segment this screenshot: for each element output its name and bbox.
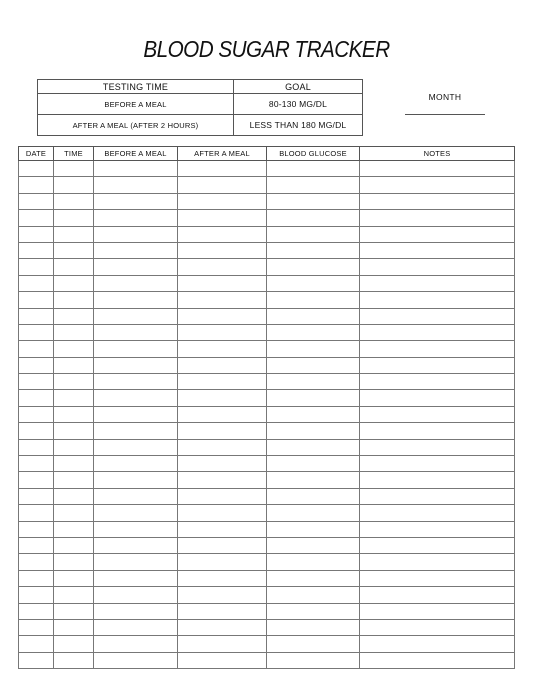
blood-glucose-cell[interactable] [267,472,360,488]
date-cell[interactable] [19,259,54,275]
before-meal-cell[interactable] [94,324,178,340]
table-row [19,242,515,258]
blood-glucose-cell[interactable] [267,374,360,390]
before-meal-cell[interactable] [94,603,178,619]
date-cell[interactable] [19,439,54,455]
date-cell[interactable] [19,619,54,635]
column-header-date: DATE [19,147,54,161]
time-cell[interactable] [54,456,94,472]
time-cell[interactable] [54,226,94,242]
goal-header: GOAL [234,80,363,94]
before-meal-cell[interactable] [94,275,178,291]
notes-cell[interactable] [360,210,515,226]
table-row [19,652,515,668]
blood-glucose-cell[interactable] [267,505,360,521]
notes-cell[interactable] [360,636,515,652]
blood-glucose-cell[interactable] [267,177,360,193]
time-cell[interactable] [54,587,94,603]
notes-cell[interactable] [360,193,515,209]
blood-glucose-cell[interactable] [267,439,360,455]
after-meal-cell[interactable] [178,521,267,537]
date-cell[interactable] [19,587,54,603]
notes-cell[interactable] [360,341,515,357]
table-row [19,636,515,652]
blood-glucose-cell[interactable] [267,390,360,406]
date-cell[interactable] [19,554,54,570]
blood-glucose-cell[interactable] [267,554,360,570]
date-cell[interactable] [19,521,54,537]
notes-cell[interactable] [360,177,515,193]
time-cell[interactable] [54,374,94,390]
table-row [19,275,515,291]
after-meal-cell[interactable] [178,374,267,390]
blood-glucose-cell[interactable] [267,652,360,668]
blood-glucose-cell[interactable] [267,226,360,242]
notes-cell[interactable] [360,472,515,488]
after-meal-cell[interactable] [178,456,267,472]
before-meal-cell[interactable] [94,177,178,193]
date-cell[interactable] [19,636,54,652]
goal-row-after-meal [38,115,363,136]
notes-cell[interactable] [360,456,515,472]
date-cell[interactable] [19,374,54,390]
testing-time-cell: BEFORE A MEAL [38,94,234,115]
table-row [19,423,515,439]
column-header-before-meal: BEFORE A MEAL [94,147,178,161]
time-cell[interactable] [54,570,94,586]
table-row [19,308,515,324]
blood-glucose-cell[interactable] [267,242,360,258]
log-table-body [19,161,515,669]
after-meal-cell[interactable] [178,341,267,357]
time-cell[interactable] [54,423,94,439]
before-meal-cell[interactable] [94,259,178,275]
notes-cell[interactable] [360,488,515,504]
date-cell[interactable] [19,324,54,340]
after-meal-cell[interactable] [178,619,267,635]
date-cell[interactable] [19,570,54,586]
notes-cell[interactable] [360,259,515,275]
time-cell[interactable] [54,324,94,340]
notes-cell[interactable] [360,374,515,390]
table-row [19,439,515,455]
time-cell[interactable] [54,652,94,668]
before-meal-cell[interactable] [94,636,178,652]
time-cell[interactable] [54,636,94,652]
date-cell[interactable] [19,456,54,472]
before-meal-cell[interactable] [94,521,178,537]
after-meal-cell[interactable] [178,275,267,291]
table-row [19,603,515,619]
notes-cell[interactable] [360,554,515,570]
notes-cell[interactable] [360,390,515,406]
time-cell[interactable] [54,357,94,373]
before-meal-cell[interactable] [94,456,178,472]
table-row [19,406,515,422]
table-row [19,357,515,373]
blood-glucose-cell[interactable] [267,259,360,275]
after-meal-cell[interactable] [178,210,267,226]
before-meal-cell[interactable] [94,537,178,553]
before-meal-cell[interactable] [94,587,178,603]
table-row [19,587,515,603]
before-meal-cell[interactable] [94,193,178,209]
blood-glucose-cell[interactable] [267,341,360,357]
blood-glucose-cell[interactable] [267,357,360,373]
notes-cell[interactable] [360,505,515,521]
before-meal-cell[interactable] [94,341,178,357]
before-meal-cell[interactable] [94,406,178,422]
before-meal-cell[interactable] [94,161,178,177]
goal-cell: LESS THAN 180 MG/DL [234,115,363,136]
testing-time-header: TESTING TIME [38,80,234,94]
after-meal-cell[interactable] [178,488,267,504]
time-cell[interactable] [54,439,94,455]
after-meal-cell[interactable] [178,439,267,455]
month-field[interactable] [405,114,485,115]
time-cell[interactable] [54,242,94,258]
notes-cell[interactable] [360,324,515,340]
blood-glucose-cell[interactable] [267,570,360,586]
blood-glucose-cell[interactable] [267,406,360,422]
time-cell[interactable] [54,472,94,488]
date-cell[interactable] [19,292,54,308]
column-header-blood-glucose: BLOOD GLUCOSE [267,147,360,161]
after-meal-cell[interactable] [178,570,267,586]
after-meal-cell[interactable] [178,259,267,275]
before-meal-cell[interactable] [94,472,178,488]
before-meal-cell[interactable] [94,292,178,308]
time-cell[interactable] [54,161,94,177]
time-cell[interactable] [54,488,94,504]
time-cell[interactable] [54,406,94,422]
before-meal-cell[interactable] [94,390,178,406]
before-meal-cell[interactable] [94,210,178,226]
notes-cell[interactable] [360,292,515,308]
before-meal-cell[interactable] [94,505,178,521]
after-meal-cell[interactable] [178,292,267,308]
after-meal-cell[interactable] [178,537,267,553]
before-meal-cell[interactable] [94,308,178,324]
after-meal-cell[interactable] [178,587,267,603]
blood-glucose-cell[interactable] [267,636,360,652]
table-row [19,521,515,537]
date-cell[interactable] [19,537,54,553]
time-cell[interactable] [54,505,94,521]
blood-glucose-cell[interactable] [267,603,360,619]
date-cell[interactable] [19,423,54,439]
date-cell[interactable] [19,193,54,209]
date-cell[interactable] [19,357,54,373]
table-row [19,292,515,308]
time-cell[interactable] [54,275,94,291]
before-meal-cell[interactable] [94,374,178,390]
blood-glucose-cell[interactable] [267,488,360,504]
blood-glucose-cell[interactable] [267,619,360,635]
date-cell[interactable] [19,308,54,324]
notes-cell[interactable] [360,275,515,291]
blood-glucose-cell[interactable] [267,521,360,537]
date-cell[interactable] [19,177,54,193]
table-row [19,456,515,472]
blood-glucose-cell[interactable] [267,161,360,177]
table-row [19,210,515,226]
after-meal-cell[interactable] [178,324,267,340]
time-cell[interactable] [54,603,94,619]
after-meal-cell[interactable] [178,636,267,652]
table-row [19,177,515,193]
before-meal-cell[interactable] [94,570,178,586]
testing-time-cell: AFTER A MEAL (AFTER 2 HOURS) [38,115,234,136]
table-row [19,374,515,390]
month-label: MONTH [428,92,462,102]
time-cell[interactable] [54,554,94,570]
notes-cell[interactable] [360,406,515,422]
after-meal-cell[interactable] [178,177,267,193]
notes-cell[interactable] [360,587,515,603]
table-row [19,259,515,275]
date-cell[interactable] [19,390,54,406]
table-row [19,324,515,340]
table-row [19,554,515,570]
goal-row-before-meal [38,94,363,115]
date-cell[interactable] [19,652,54,668]
date-cell[interactable] [19,406,54,422]
table-row [19,537,515,553]
blood-glucose-cell[interactable] [267,537,360,553]
date-cell[interactable] [19,242,54,258]
time-cell[interactable] [54,537,94,553]
time-cell[interactable] [54,390,94,406]
date-cell[interactable] [19,161,54,177]
date-cell[interactable] [19,488,54,504]
after-meal-cell[interactable] [178,406,267,422]
goal-table [37,79,363,136]
notes-cell[interactable] [360,226,515,242]
after-meal-cell[interactable] [178,505,267,521]
blood-glucose-cell[interactable] [267,308,360,324]
table-row [19,570,515,586]
notes-cell[interactable] [360,652,515,668]
after-meal-cell[interactable] [178,226,267,242]
date-cell[interactable] [19,226,54,242]
notes-cell[interactable] [360,603,515,619]
column-header-after-meal: AFTER A MEAL [178,147,267,161]
notes-cell[interactable] [360,619,515,635]
after-meal-cell[interactable] [178,423,267,439]
blood-glucose-cell[interactable] [267,456,360,472]
after-meal-cell[interactable] [178,472,267,488]
log-table [18,146,515,669]
blood-glucose-cell[interactable] [267,587,360,603]
blood-glucose-cell[interactable] [267,210,360,226]
date-cell[interactable] [19,603,54,619]
time-cell[interactable] [54,521,94,537]
after-meal-cell[interactable] [178,308,267,324]
table-row [19,505,515,521]
table-row [19,472,515,488]
log-table-header [19,147,515,161]
blood-glucose-cell[interactable] [267,324,360,340]
table-row [19,226,515,242]
before-meal-cell[interactable] [94,242,178,258]
before-meal-cell[interactable] [94,488,178,504]
after-meal-cell[interactable] [178,554,267,570]
table-row [19,193,515,209]
column-header-time: TIME [54,147,94,161]
date-cell[interactable] [19,210,54,226]
time-cell[interactable] [54,177,94,193]
date-cell[interactable] [19,275,54,291]
time-cell[interactable] [54,210,94,226]
notes-cell[interactable] [360,308,515,324]
after-meal-cell[interactable] [178,161,267,177]
before-meal-cell[interactable] [94,357,178,373]
after-meal-cell[interactable] [178,603,267,619]
notes-cell[interactable] [360,357,515,373]
column-header-notes: NOTES [360,147,515,161]
date-cell[interactable] [19,505,54,521]
notes-cell[interactable] [360,537,515,553]
notes-cell[interactable] [360,521,515,537]
time-cell[interactable] [54,259,94,275]
blood-glucose-cell[interactable] [267,292,360,308]
table-row [19,390,515,406]
table-row [19,488,515,504]
notes-cell[interactable] [360,439,515,455]
table-row [19,161,515,177]
after-meal-cell[interactable] [178,390,267,406]
table-row [19,619,515,635]
table-row [19,341,515,357]
date-cell[interactable] [19,472,54,488]
notes-cell[interactable] [360,161,515,177]
notes-cell[interactable] [360,423,515,439]
after-meal-cell[interactable] [178,357,267,373]
before-meal-cell[interactable] [94,226,178,242]
after-meal-cell[interactable] [178,242,267,258]
blood-glucose-cell[interactable] [267,193,360,209]
after-meal-cell[interactable] [178,193,267,209]
before-meal-cell[interactable] [94,619,178,635]
before-meal-cell[interactable] [94,554,178,570]
goal-cell: 80-130 MG/DL [234,94,363,115]
time-cell[interactable] [54,292,94,308]
before-meal-cell[interactable] [94,439,178,455]
notes-cell[interactable] [360,242,515,258]
blood-glucose-cell[interactable] [267,275,360,291]
time-cell[interactable] [54,341,94,357]
time-cell[interactable] [54,619,94,635]
time-cell[interactable] [54,308,94,324]
time-cell[interactable] [54,193,94,209]
before-meal-cell[interactable] [94,423,178,439]
blood-glucose-cell[interactable] [267,423,360,439]
date-cell[interactable] [19,341,54,357]
page-title: BLOOD SUGAR TRACKER [143,36,390,62]
after-meal-cell[interactable] [178,652,267,668]
notes-cell[interactable] [360,570,515,586]
goal-table-header [38,80,363,94]
before-meal-cell[interactable] [94,652,178,668]
